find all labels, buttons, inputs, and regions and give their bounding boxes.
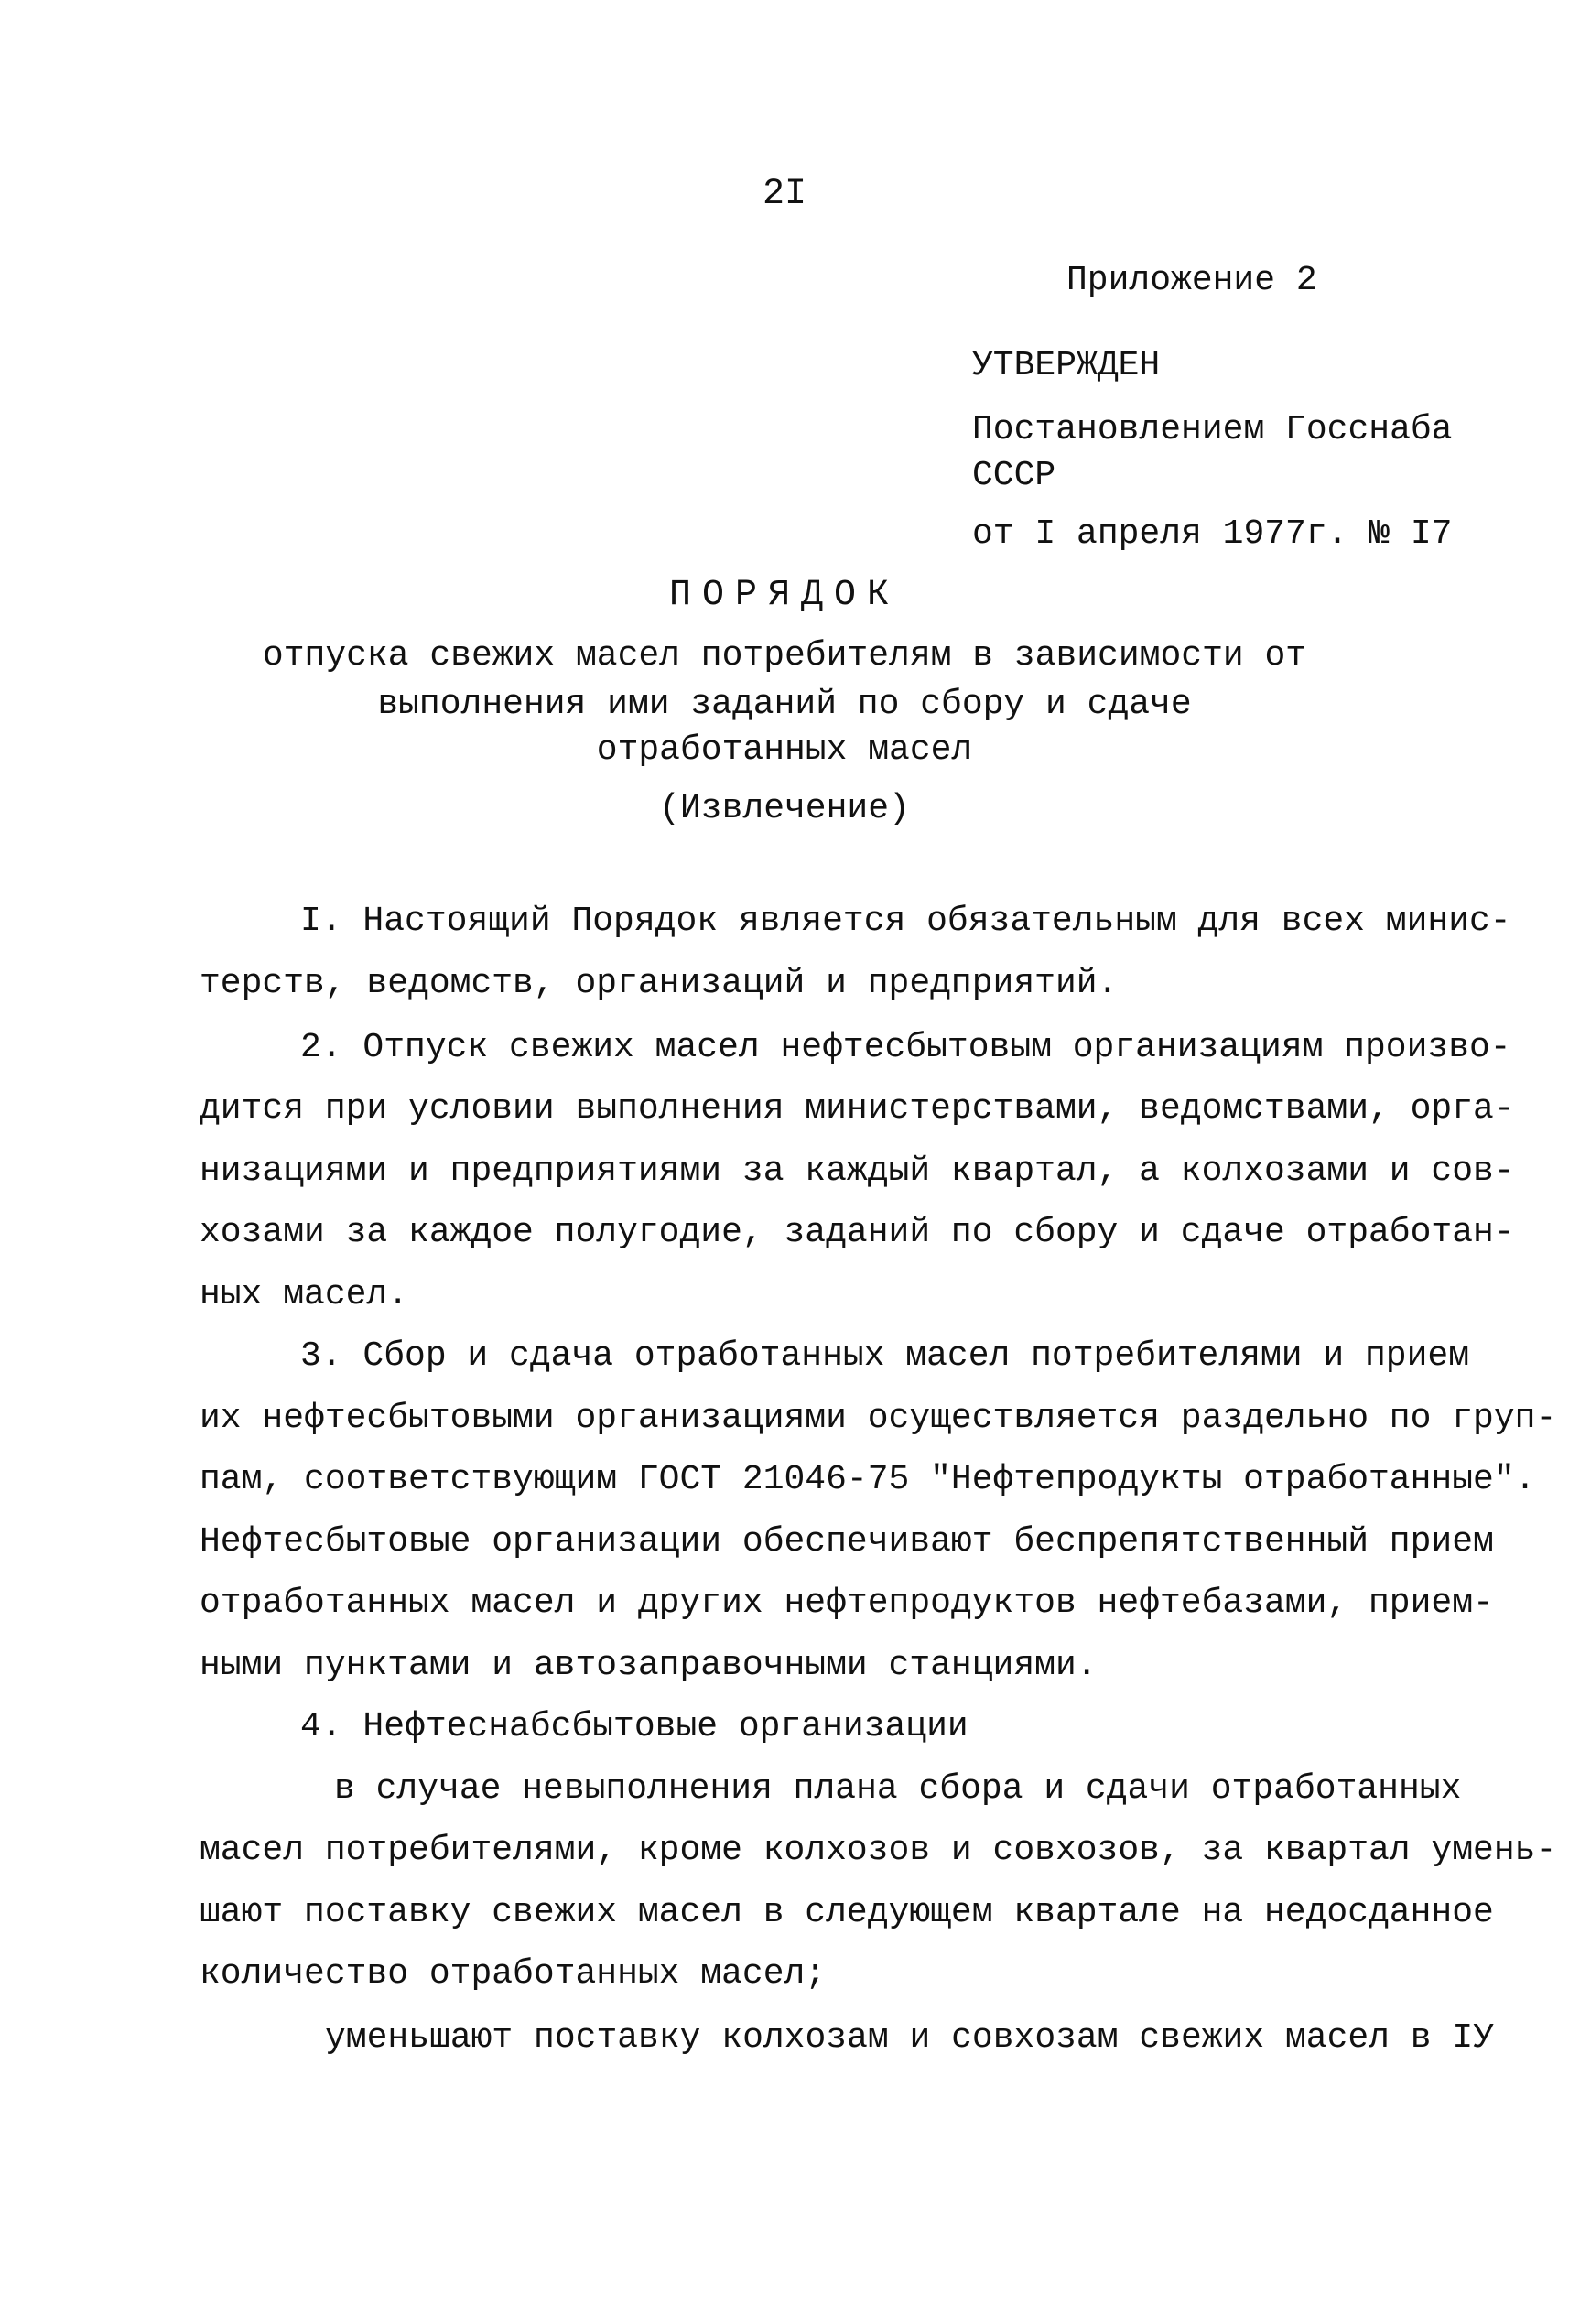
appendix-label: Приложение 2 — [1066, 261, 1317, 300]
subtitle-line-3: отработанных масел — [596, 730, 973, 770]
body-line: уменьшают поставку колхозам и совхозам свежих масел в IУ — [325, 2018, 1495, 2058]
decree-line-1: Постановлением Госснаба — [972, 410, 1453, 449]
body-line: 4. Нефтеснабсбытовые организации — [300, 1707, 968, 1746]
subtitle-line-2: выполнения ими заданий по сбору и сдаче — [377, 685, 1192, 724]
approved-stamp-text: УТВЕРЖДЕН — [972, 346, 1161, 385]
body-line: терств, ведомств, организаций и предприятий. — [200, 964, 1119, 1003]
body-line: в случае невыполнения плана сбора и сдачи отработанных — [334, 1769, 1462, 1809]
body-line: Нефтесбытовые организации обеспечивают беспрепятственный прием — [200, 1522, 1494, 1562]
body-line: масел потребителями, кроме колхозов и совхозов, за квартал умень- — [200, 1831, 1557, 1870]
body-line: I. Настоящий Порядок является обязательным для всех минис- — [300, 902, 1511, 941]
body-line: количество отработанных масел; — [200, 1954, 827, 1994]
body-line: отработанных масел и других нефтепродуктов нефтебазами, прием- — [200, 1584, 1494, 1623]
body-line: низациями и предприятиями за каждый квартал, а колхозами и сов- — [200, 1151, 1515, 1191]
decree-date: от I апреля 1977г. № I7 — [972, 514, 1453, 554]
decree-line-2: СССР — [972, 456, 1056, 495]
body-line: 2. Отпуск свежих масел нефтесбытовым организациям произво- — [300, 1028, 1511, 1067]
body-line: пам, соответствующим ГОСТ 21046-75 "Нефтепродукты отработанные". — [200, 1460, 1536, 1499]
body-line: ных масел. — [200, 1275, 409, 1314]
body-line: дится при условии выполнения министерствами, ведомствами, орга- — [200, 1089, 1515, 1129]
body-line: ными пунктами и автозаправочными станциями. — [200, 1646, 1098, 1685]
document-title: ПОРЯДОК — [668, 575, 901, 616]
body-line: их нефтесбытовыми организациями осуществляется раздельно по груп- — [200, 1399, 1557, 1438]
body-line: шают поставку свежих масел в следующем квартале на недосданное — [200, 1893, 1494, 1932]
extract-note: (Извлечение) — [659, 789, 910, 828]
body-line: 3. Сбор и сдача отработанных масел потребителями и прием — [300, 1336, 1470, 1376]
body-line: хозами за каждое полугодие, заданий по сбору и сдаче отработан- — [200, 1213, 1515, 1252]
page-number: 2I — [762, 174, 806, 215]
subtitle-line-1: отпуска свежих масел потребителям в зависимости от — [262, 636, 1307, 676]
